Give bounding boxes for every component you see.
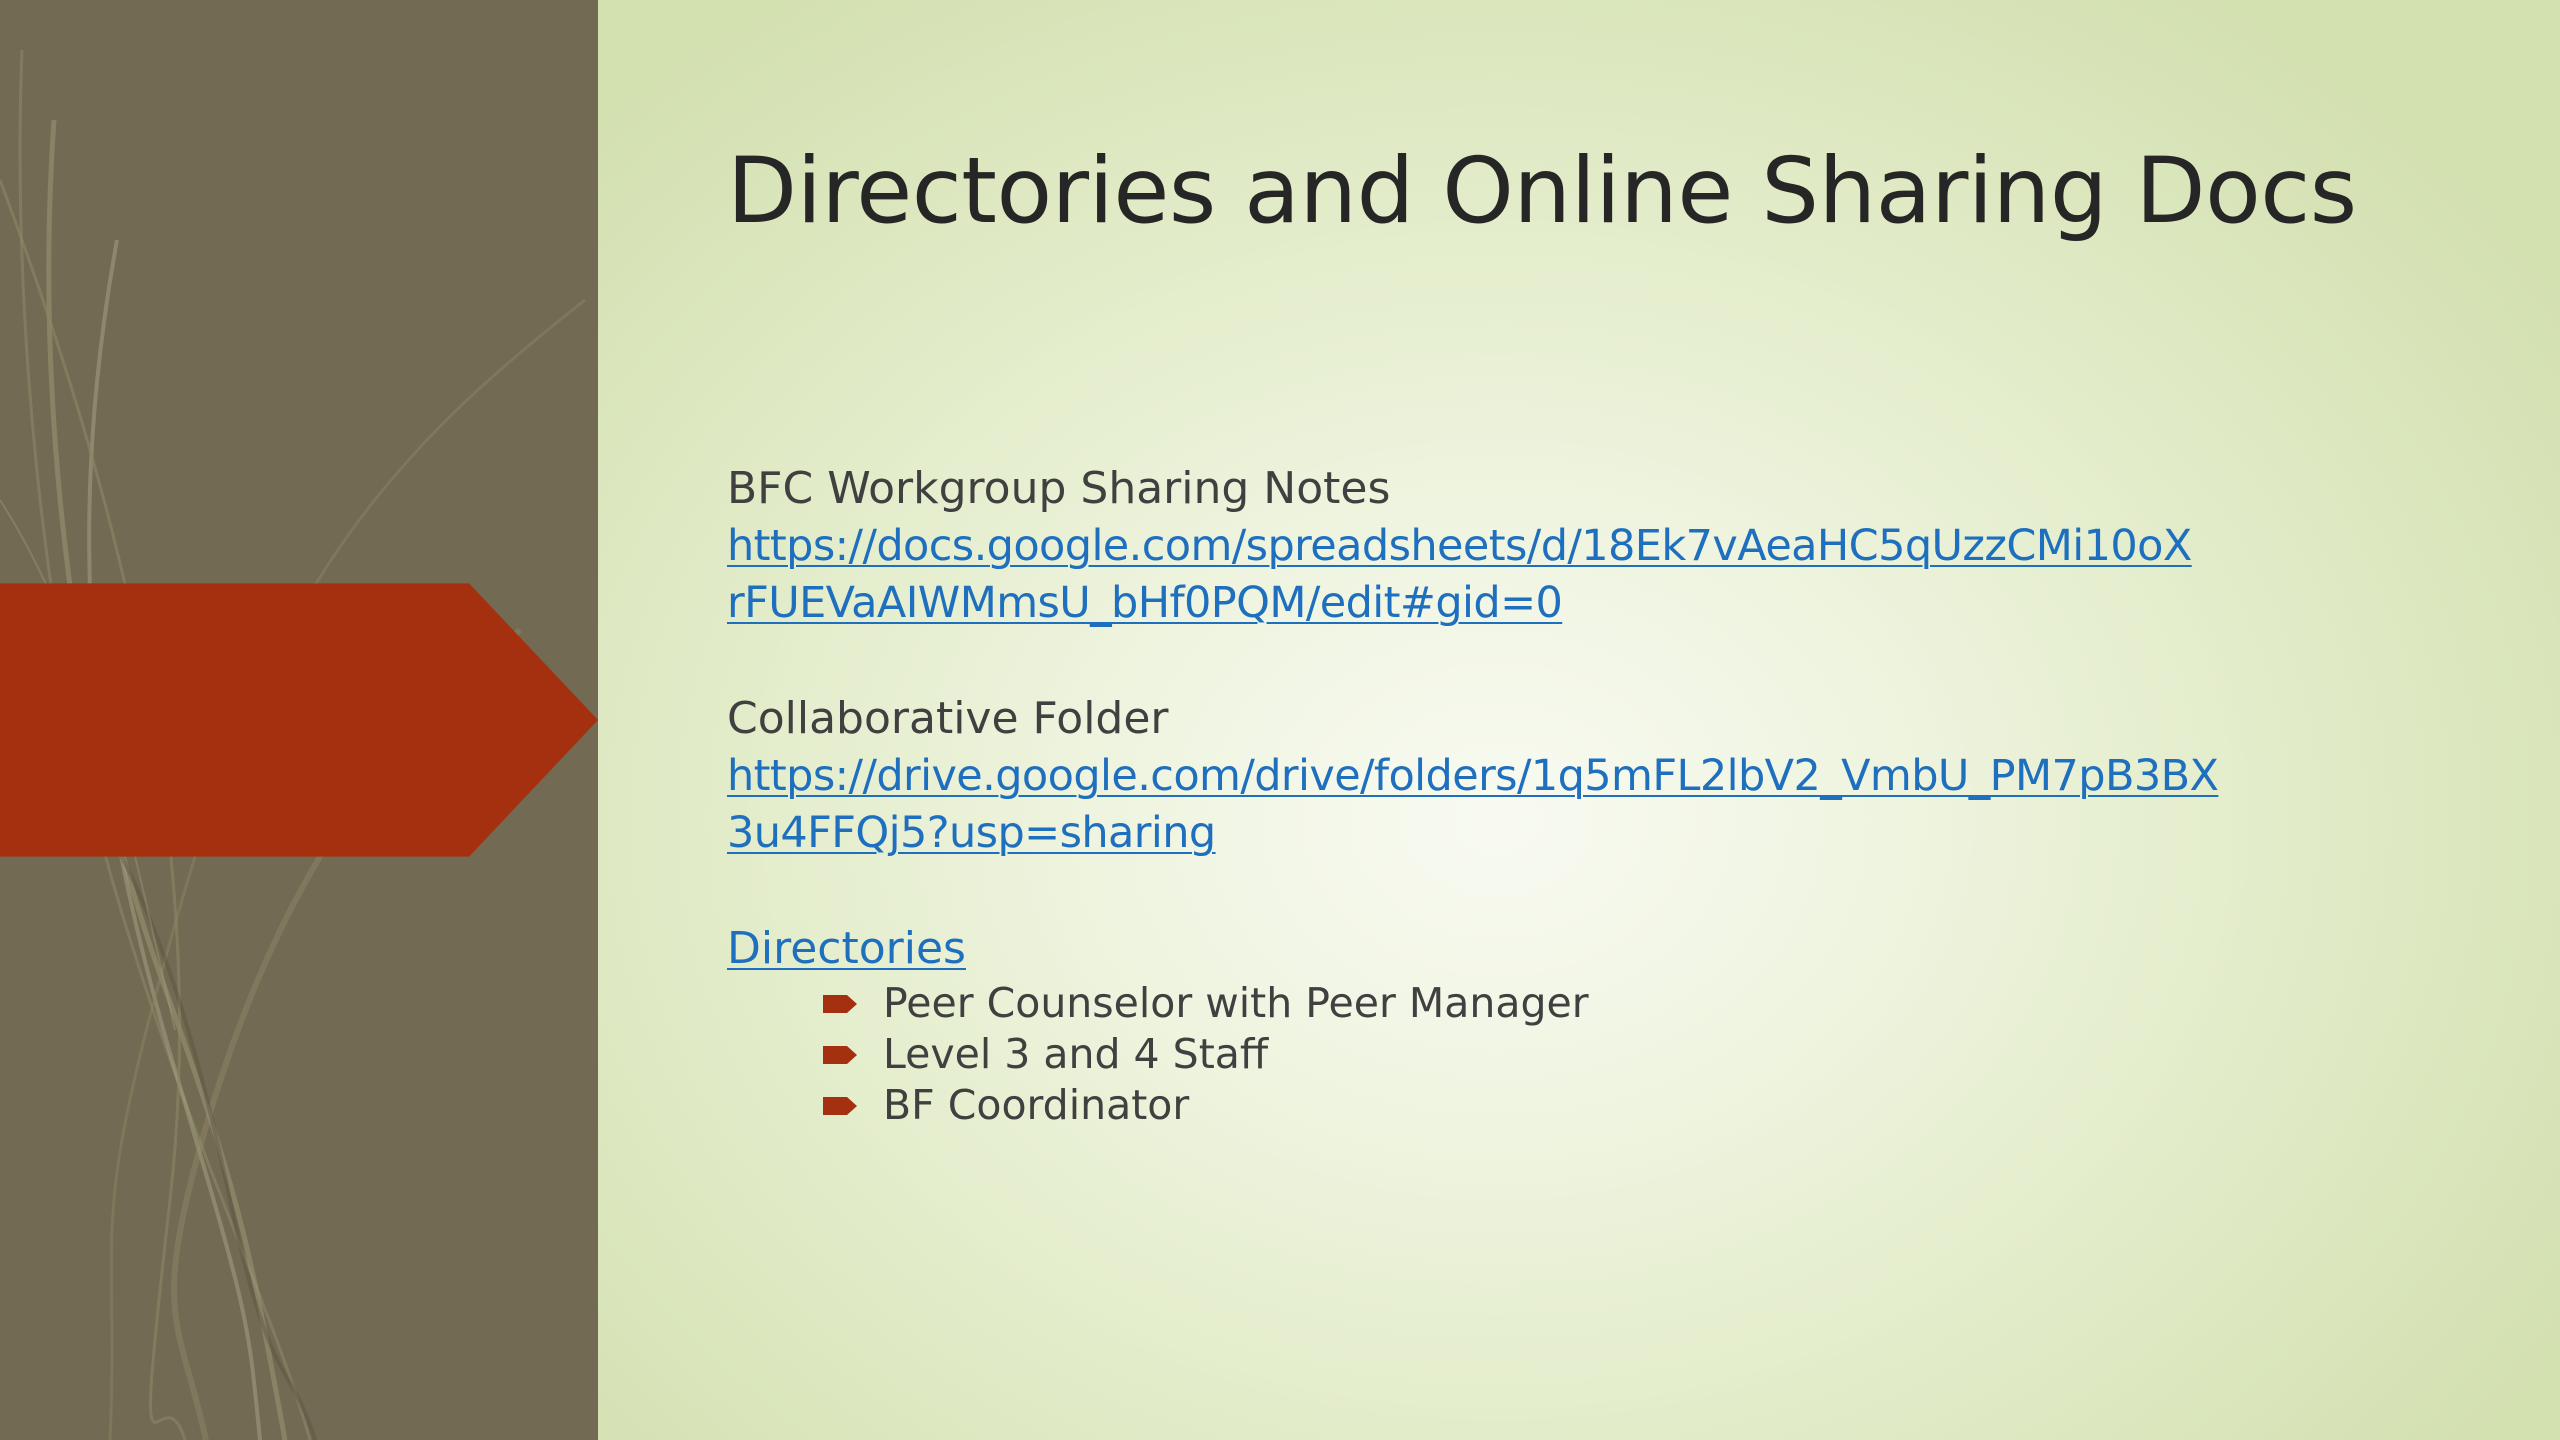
slide-body [727, 460, 2427, 1131]
workgroup-notes-label: BFC Workgroup Sharing Notes [727, 463, 1391, 514]
section-spacer [727, 633, 2427, 691]
arrow-tab-icon [0, 0, 598, 1440]
workgroup-notes-link-line2[interactable]: rFUEVaAIWMmsU_bHf0PQM/edit#gid=0 [727, 578, 1563, 628]
collaborative-folder-link-line2[interactable]: 3u4FFQj5?usp=sharing [727, 808, 1216, 858]
list-item [823, 1080, 2427, 1131]
arrow-bullet-icon [823, 1095, 857, 1117]
arrow-bullet-icon [823, 993, 857, 1015]
directories-item-level-3-and-4-staff: Level 3 and 4 Staff [883, 1029, 1269, 1078]
arrow-bullet-icon [823, 1044, 857, 1066]
list-item [823, 978, 2427, 1029]
collaborative-folder-label: Collaborative Folder [727, 693, 1169, 744]
slide-title: Directories and Online Sharing Docs [727, 139, 2357, 244]
directories-item-bf-coordinator: BF Coordinator [883, 1080, 1190, 1129]
collaborative-folder-link-line1[interactable]: https://drive.google.com/drive/folders/1q5mFL2lbV2_VmbU_PM7pB3BX [727, 750, 2219, 801]
directories-list [727, 978, 2427, 1131]
directories-item-peer-counselor: Peer Counselor with Peer Manager [883, 978, 1589, 1027]
list-item [823, 1029, 2427, 1080]
section-spacer [727, 863, 2427, 921]
decorative-left-panel [0, 0, 598, 1440]
workgroup-notes-link-line1[interactable]: https://docs.google.com/spreadsheets/d/18Ek7vAeaHC5qUzzCMi10oX [727, 520, 2192, 571]
directories-link[interactable]: Directories [727, 923, 966, 974]
